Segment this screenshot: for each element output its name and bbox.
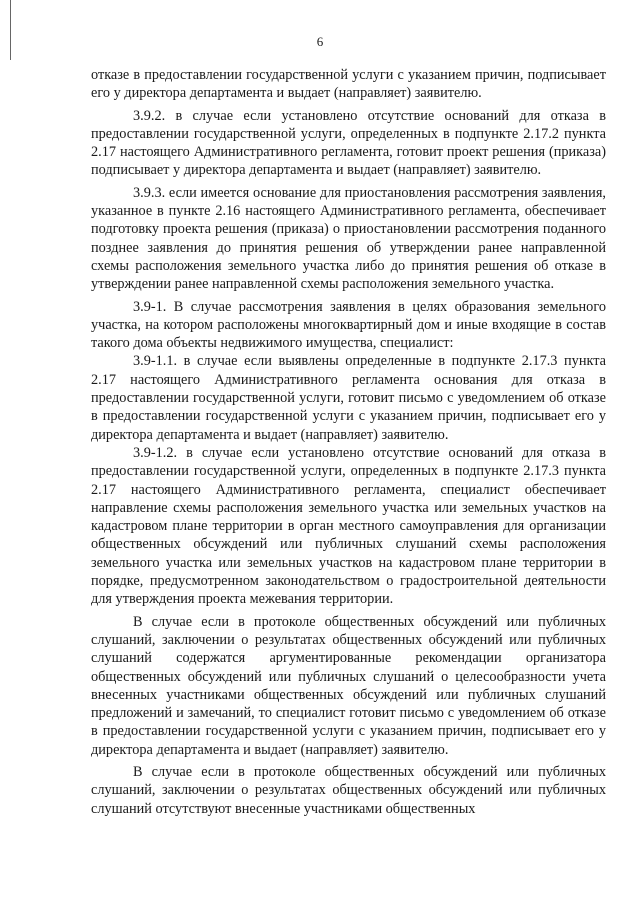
paragraph-3-9-2: 3.9.2. в случае если установлено отсутствие оснований для отказа в предоставлении государственной услуги, определенных в подпункте 2.17.2 пункта 2.17 настоящего Административного регламента, готовит проект решения (приказа) подписывает у директора департамента и выдает (направляет) заявителю. [91, 107, 606, 179]
document-body [91, 66, 606, 822]
page-number: 6 [316, 34, 324, 49]
paragraph-protocol-absent: В случае если в протоколе общественных обсуждений или публичных слушаний, заключении о результатах общественных обсуждений или публичных слушаний отсутствуют внесенные участниками общественных [91, 763, 606, 817]
paragraph-continuation: отказе в предоставлении государственной услуги с указанием причин, подписывает его у директора департамента и выдает (направляет) заявителю. [91, 67, 606, 102]
scan-margin-line [10, 0, 11, 60]
paragraph-3-9-1-1: 3.9-1.1. в случае если выявлены определенные в подпункте 2.17.3 пункта 2.17 настоящего Административного регламента основания для отказа в предоставлении государственной услуги, готовит письмо с уведомлением об отказе в предоставлении государственной услуги с указанием причин, подписывает его у директора департамента и выдает (направляет) заявителю. [91, 353, 606, 443]
paragraph-3-9-3: 3.9.3. если имеется основание для приостановления рассмотрения заявления, указанное в пункте 2.16 настоящего Административного регламента, обеспечивает подготовку проекта решения (приказа) о приостановлении рассмотрения поданного позднее заявления до принятия решения об утверждении ранее направленной схемы расположения земельного участка либо до принятия решения об отказе в утверждении ранее направленной схемы расположения земельного участка. [91, 184, 606, 293]
paragraph-protocol-recommendations: В случае если в протоколе общественных обсуждений или публичных слушаний, заключении о результатах общественных обсуждений или публичных слушаний содержатся аргументированные рекомендации организатора общественных обсуждений или публичных слушаний о целесообразности учета внесенных участниками общественных обсуждений или публичных слушаний предложений и замечаний, то специалист готовит письмо с уведомлением об отказе в предоставлении государственной услуги с указанием причин, подписывает его у директора департамента и выдает (направляет) заявителю. [91, 613, 606, 758]
paragraph-3-9-1-2: 3.9-1.2. в случае если установлено отсутствие оснований для отказа в предоставлении государственной услуги, определенных в подпункте 2.17.3 пункта 2.17 настоящего Административного регламента, специалист обеспечивает направление схемы расположения земельного участка или земельных участков на кадастровом плане территории в орган местного самоуправления для организации общественных обсуждений или публичных слушаний схемы расположения земельного участка или земельных участков на кадастровом плане территории в порядке, предусмотренном законодательством о градостроительной деятельности для утверждения проекта межевания территории. [91, 444, 606, 608]
paragraph-3-9-1: 3.9-1. В случае рассмотрения заявления в целях образования земельного участка, на котором расположены многоквартирный дом и иные входящие в состав такого дома объекты недвижимого имущества, специалист: [91, 298, 606, 352]
